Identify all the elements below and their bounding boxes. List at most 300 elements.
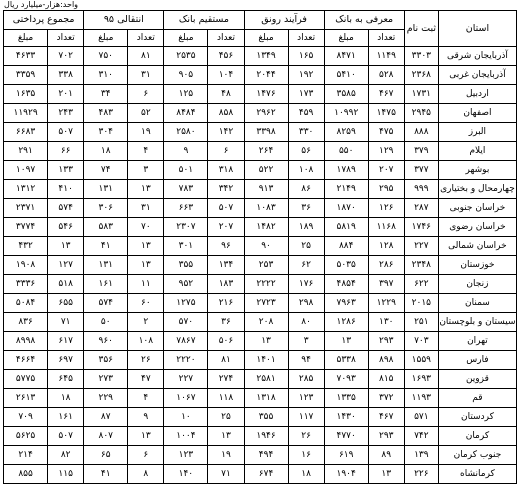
province-name: سیستان و بلوچستان — [438, 313, 516, 332]
cell-amount: ۲۶۴ — [244, 142, 288, 161]
cell-amount: ۵۴۱۰ — [324, 66, 368, 85]
cell-amount: ۴۳۲ — [4, 237, 48, 256]
cell-amount: ۹۱۳ — [244, 180, 288, 199]
cell-amount: ۸۴۷۱ — [324, 47, 368, 66]
province-name: اردبیل — [438, 85, 516, 104]
cell-count: ۹ — [128, 408, 164, 427]
cell-amount: ۱۶۳۵ — [4, 85, 48, 104]
cell-count: ۲۰۷ — [208, 218, 244, 237]
province-name: فارس — [438, 351, 516, 370]
cell-amount: ۵۸۱۹ — [324, 218, 368, 237]
cell-count: ۱۷۶ — [288, 275, 324, 294]
cell-count: ۱۳ — [208, 427, 244, 446]
table-row — [4, 66, 517, 85]
header-group-direct-bank: مستقیم بانک — [164, 11, 244, 30]
cell-amount: ۱۳۳۵ — [324, 389, 368, 408]
cell-amount: ۵۰۸۴ — [4, 294, 48, 313]
cell-amount: ۱۰ — [164, 408, 208, 427]
cell-amount: ۱۴۸۲ — [244, 218, 288, 237]
province-name: خراسان رضوی — [438, 218, 516, 237]
cell-amount: ۵۰۱ — [164, 161, 208, 180]
cell-amount: ۱۳ — [244, 332, 288, 351]
table-row — [4, 180, 517, 199]
cell-amount: ۹۰ — [244, 237, 288, 256]
registered-count: ۵۷۱ — [404, 408, 438, 427]
cell-count: ۳ — [288, 332, 324, 351]
cell-amount: ۲۵۳۵ — [164, 47, 208, 66]
subheader-amount: مبلغ — [244, 30, 288, 47]
cell-amount: ۸۵۵ — [4, 465, 48, 484]
cell-amount: ۱۴۰ — [164, 465, 208, 484]
table-row — [4, 85, 517, 104]
cell-count: ۶۹۷ — [48, 351, 84, 370]
table-row — [4, 199, 517, 218]
province-name: خراسان شمالی — [438, 237, 516, 256]
province-name: تهران — [438, 332, 516, 351]
cell-amount: ۵۷۰ — [164, 313, 208, 332]
cell-count: ۳۶ — [288, 199, 324, 218]
cell-count: ۴۱۰ — [48, 180, 84, 199]
cell-amount: ۴۷۷۰ — [324, 427, 368, 446]
cell-amount: ۲۵۳ — [244, 256, 288, 275]
cell-count: ۴۵۶ — [208, 47, 244, 66]
cell-amount: ۱۴۰۱ — [244, 351, 288, 370]
cell-amount: ۹۶۰ — [84, 332, 128, 351]
registered-count: ۱۷۴۶ — [404, 218, 438, 237]
province-name: سمنان — [438, 294, 516, 313]
table-row — [4, 408, 517, 427]
cell-amount: ۱۲۸۶ — [324, 313, 368, 332]
cell-count: ۷۱ — [48, 313, 84, 332]
cell-amount: ۴۶۶۴ — [4, 351, 48, 370]
cell-count: ۱۲۶ — [368, 199, 404, 218]
cell-count: ۲۱۶ — [208, 294, 244, 313]
cell-amount: ۳۷۷۴ — [4, 218, 48, 237]
cell-amount: ۱۹۴۶ — [244, 427, 288, 446]
cell-count: ۵۲ — [128, 104, 164, 123]
cell-amount: ۵۳۳۸ — [324, 351, 368, 370]
cell-amount: ۶۶۸۳ — [4, 123, 48, 142]
cell-amount: ۲۲۲۲ — [244, 275, 288, 294]
cell-amount: ۲۱۴ — [4, 446, 48, 465]
cell-count: ۲۰۷ — [368, 161, 404, 180]
table-row — [4, 370, 517, 389]
cell-count: ۴ — [128, 142, 164, 161]
subheader-count: تعداد — [48, 30, 84, 47]
cell-amount: ۱۹۰۴ — [324, 465, 368, 484]
table-row — [4, 161, 517, 180]
cell-amount: ۵۲۲ — [244, 161, 288, 180]
unit-label: واحد:هزار-میلیارد ریال — [4, 0, 79, 9]
cell-count: ۳۶ — [208, 313, 244, 332]
cell-amount: ۳۴ — [84, 85, 128, 104]
cell-amount: ۲۰۸ — [244, 313, 288, 332]
header-registered: ثبت نام — [404, 11, 438, 47]
cell-count: ۶۰ — [128, 294, 164, 313]
cell-amount: ۴۹۴ — [244, 446, 288, 465]
header-group-bank-referral: معرفی به بانک — [324, 11, 404, 30]
cell-amount: ۶۶۳ — [164, 199, 208, 218]
cell-count: ۸۹ — [368, 446, 404, 465]
cell-amount: ۹۰۵ — [164, 66, 208, 85]
registered-count: ۱۵۵۹ — [404, 351, 438, 370]
cell-amount: ۷۹۶۳ — [324, 294, 368, 313]
subheader-count: تعداد — [288, 30, 324, 47]
cell-count: ۱۰۸ — [288, 161, 324, 180]
cell-count: ۴۵۹ — [288, 104, 324, 123]
registered-count: ۷۴۲ — [404, 427, 438, 446]
cell-count: ۵۴۶ — [48, 218, 84, 237]
cell-count: ۸۲ — [48, 446, 84, 465]
cell-count: ۱۸۹ — [288, 218, 324, 237]
cell-amount: ۱۷۸۹ — [324, 161, 368, 180]
cell-count: ۱۱۶۸ — [368, 218, 404, 237]
cell-amount: ۲۷۲۳ — [244, 294, 288, 313]
cell-amount: ۸۴۸۴ — [164, 104, 208, 123]
registered-count: ۷۰۳ — [404, 332, 438, 351]
registered-count: ۲۲۶ — [404, 465, 438, 484]
cell-amount: ۵۶۲۵ — [4, 427, 48, 446]
province-name: قزوین — [438, 370, 516, 389]
cell-count: ۱۲۲۹ — [368, 294, 404, 313]
cell-count: ۲۹۳ — [368, 427, 404, 446]
cell-count: ۱۸ — [288, 465, 324, 484]
cell-count: ۲۹۵ — [368, 180, 404, 199]
cell-count: ۲ — [128, 313, 164, 332]
cell-count: ۹۶ — [208, 237, 244, 256]
cell-amount: ۳۵۸۵ — [324, 85, 368, 104]
cell-count: ۱۱ — [128, 275, 164, 294]
cell-count: ۵۰۷ — [208, 199, 244, 218]
cell-count: ۳۳۰ — [288, 123, 324, 142]
cell-amount: ۳۵۵ — [164, 256, 208, 275]
cell-count: ۴۷ — [128, 370, 164, 389]
cell-amount: ۱۲۷۵ — [164, 294, 208, 313]
cell-amount: ۷۴ — [84, 161, 128, 180]
subheader-amount: مبلغ — [84, 30, 128, 47]
cell-amount: ۷۰۹۳ — [324, 370, 368, 389]
cell-amount: ۹ — [164, 142, 208, 161]
cell-count: ۱۶ — [288, 446, 324, 465]
cell-amount: ۱۴۷۶ — [244, 85, 288, 104]
cell-count: ۵۱۸ — [48, 275, 84, 294]
province-name: ایلام — [438, 142, 516, 161]
cell-amount: ۸۲۵۹ — [324, 123, 368, 142]
cell-count: ۱۴۷۵ — [368, 104, 404, 123]
province-name: کرمان — [438, 427, 516, 446]
header-group-transfer-95: انتقالی ۹۵ — [84, 11, 164, 30]
cell-count: ۳۱۸ — [208, 161, 244, 180]
cell-count: ۱۳۰ — [368, 313, 404, 332]
registered-count: ۲۲۷ — [404, 237, 438, 256]
cell-count: ۷۰۲ — [48, 47, 84, 66]
cell-amount: ۲۲۷ — [164, 370, 208, 389]
cell-count: ۶ — [128, 85, 164, 104]
cell-count: ۲۰۱ — [48, 85, 84, 104]
cell-count: ۲۹۳ — [368, 332, 404, 351]
cell-count: ۶۲ — [288, 256, 324, 275]
cell-amount: ۱۶۱ — [84, 275, 128, 294]
cell-amount: ۱۳۱ — [84, 180, 128, 199]
table-row — [4, 123, 517, 142]
cell-amount: ۲۱۴۹ — [324, 180, 368, 199]
subheader-count: تعداد — [128, 30, 164, 47]
cell-count: ۱۱۷ — [288, 408, 324, 427]
cell-count: ۱۸ — [48, 389, 84, 408]
province-name: بوشهر — [438, 161, 516, 180]
cell-count: ۶۵۵ — [48, 294, 84, 313]
cell-count: ۱۱۸ — [208, 389, 244, 408]
cell-count: ۲۵ — [288, 237, 324, 256]
cell-amount: ۳۰۶ — [84, 199, 128, 218]
registered-count: ۲۸۷ — [404, 199, 438, 218]
cell-amount: ۵۰۳۵ — [324, 256, 368, 275]
cell-count: ۵۷۴ — [48, 199, 84, 218]
cell-count: ۱۳ — [48, 237, 84, 256]
cell-count: ۹۴ — [288, 351, 324, 370]
cell-count: ۱۲۹ — [368, 142, 404, 161]
cell-count: ۸۹۸ — [368, 351, 404, 370]
header-group-total-paid: مجموع پرداختی — [4, 11, 84, 30]
cell-count: ۶۴۵ — [48, 370, 84, 389]
registered-count: ۲۹۴۵ — [404, 104, 438, 123]
cell-count: ۳۱ — [128, 199, 164, 218]
cell-amount: ۶۷۴ — [244, 465, 288, 484]
registered-count: ۳۷۷ — [404, 161, 438, 180]
registered-count: ۱۱۹۳ — [404, 389, 438, 408]
cell-count: ۵۰۷ — [48, 427, 84, 446]
cell-amount: ۸۷ — [84, 408, 128, 427]
cell-count: ۲۴۳ — [48, 104, 84, 123]
cell-count: ۱۱۵ — [48, 465, 84, 484]
cell-count: ۲۸۶ — [368, 256, 404, 275]
province-name: خوزستان — [438, 256, 516, 275]
table-row — [4, 275, 517, 294]
cell-amount: ۱۰۹۹۲ — [324, 104, 368, 123]
province-name: آذربایجان شرقی — [438, 47, 516, 66]
cell-amount: ۶۱۹ — [324, 446, 368, 465]
province-name: زنجان — [438, 275, 516, 294]
cell-amount: ۲۶۱۳ — [4, 389, 48, 408]
cell-amount: ۵۷۴ — [84, 294, 128, 313]
cell-count: ۱۶۱ — [48, 408, 84, 427]
cell-count: ۸۱۵ — [368, 370, 404, 389]
cell-amount: ۱۰۶۷ — [164, 389, 208, 408]
cell-count: ۸۶ — [288, 180, 324, 199]
cell-count: ۷۱ — [208, 465, 244, 484]
cell-count: ۱۴۲ — [208, 123, 244, 142]
cell-amount: ۳۵۶ — [84, 351, 128, 370]
cell-amount: ۳۱۰ — [84, 66, 128, 85]
cell-amount: ۵۷۷۵ — [4, 370, 48, 389]
registered-count: ۲۰۱۵ — [404, 294, 438, 313]
cell-count: ۱۳ — [128, 256, 164, 275]
cell-amount: ۱۸ — [84, 142, 128, 161]
table-row — [4, 446, 517, 465]
cell-count: ۲۷۴ — [208, 370, 244, 389]
cell-amount: ۱۸۷۰ — [324, 199, 368, 218]
cell-amount: ۳۳۵۹ — [4, 66, 48, 85]
cell-count: ۵۰۶ — [208, 332, 244, 351]
cell-amount: ۴۶۳۳ — [4, 47, 48, 66]
cell-count: ۴۶۷ — [368, 408, 404, 427]
province-name: کردستان — [438, 408, 516, 427]
cell-count: ۴۷۵ — [368, 123, 404, 142]
cell-count: ۱۳ — [128, 427, 164, 446]
cell-count: ۴۶۷ — [368, 85, 404, 104]
cell-count: ۱۰۸ — [128, 332, 164, 351]
subheader-amount: مبلغ — [324, 30, 368, 47]
cell-amount: ۴۸۳ — [84, 104, 128, 123]
cell-amount: ۷۸۳ — [164, 180, 208, 199]
cell-count: ۳۳۸ — [48, 66, 84, 85]
cell-amount: ۳۰۱ — [164, 237, 208, 256]
registered-count: ۹۹۹ — [404, 180, 438, 199]
cell-amount: ۱۳۱۲ — [4, 180, 48, 199]
cell-amount: ۵۵۰ — [324, 142, 368, 161]
cell-amount: ۵۸۳ — [84, 218, 128, 237]
cell-amount: ۱۰۰۴ — [164, 427, 208, 446]
cell-count: ۱۶۵ — [288, 47, 324, 66]
province-name: قم — [438, 389, 516, 408]
cell-amount: ۲۵۸۱ — [244, 370, 288, 389]
cell-amount: ۲۲۹ — [84, 389, 128, 408]
table-row — [4, 465, 517, 484]
table-row — [4, 294, 517, 313]
cell-count: ۱۳۳ — [48, 161, 84, 180]
cell-amount: ۲۲۲۰ — [164, 351, 208, 370]
table-row — [4, 104, 517, 123]
registered-count: ۳۷۹ — [404, 142, 438, 161]
registered-count: ۸۸۸ — [404, 123, 438, 142]
cell-amount: ۱۹۰۸ — [4, 256, 48, 275]
cell-count: ۵۰۷ — [48, 123, 84, 142]
cell-count: ۳۱ — [128, 66, 164, 85]
subheader-count: تعداد — [368, 30, 404, 47]
header-province: استان — [438, 11, 516, 47]
cell-count: ۸۵۸ — [208, 104, 244, 123]
cell-amount: ۷۵۰ — [84, 47, 128, 66]
cell-amount: ۹۵۲ — [164, 275, 208, 294]
cell-count: ۸۱ — [208, 351, 244, 370]
cell-count: ۱۳۴ — [208, 256, 244, 275]
cell-amount: ۱۳۱ — [84, 256, 128, 275]
cell-count: ۴ — [128, 389, 164, 408]
cell-count: ۱۲۸ — [368, 237, 404, 256]
province-name: آذربایجان غربی — [438, 66, 516, 85]
province-name: جنوب کرمان — [438, 446, 516, 465]
cell-count: ۱۹ — [208, 446, 244, 465]
registered-count: ۱۷۳۱ — [404, 85, 438, 104]
subheader-count: تعداد — [208, 30, 244, 47]
subheader-amount: مبلغ — [4, 30, 48, 47]
table-row — [4, 389, 517, 408]
cell-amount: ۱۳ — [324, 332, 368, 351]
registered-count: ۲۳۶۸ — [404, 66, 438, 85]
province-name: البرز — [438, 123, 516, 142]
table-row — [4, 218, 517, 237]
cell-amount: ۱۲۵ — [164, 85, 208, 104]
cell-amount: ۲۳۰۷ — [164, 218, 208, 237]
table-row — [4, 313, 517, 332]
registered-count: ۱۳۹ — [404, 446, 438, 465]
cell-count: ۴۸ — [208, 85, 244, 104]
cell-count: ۲۶ — [128, 351, 164, 370]
cell-amount: ۸۸۴ — [324, 237, 368, 256]
cell-count: ۲۸۵ — [288, 370, 324, 389]
registered-count: ۲۵۱ — [404, 313, 438, 332]
cell-count: ۶ — [128, 446, 164, 465]
cell-count: ۸ — [128, 465, 164, 484]
table-row — [4, 427, 517, 446]
cell-amount: ۶۵ — [84, 446, 128, 465]
header-group-rونق-process: فرآیند رونق — [244, 11, 324, 30]
province-name: اصفهان — [438, 104, 516, 123]
cell-amount: ۲۰۴۴ — [244, 66, 288, 85]
cell-amount: ۸۹۹۸ — [4, 332, 48, 351]
province-name: خراسان جنوبی — [438, 199, 516, 218]
cell-count: ۳۴۲ — [208, 180, 244, 199]
cell-amount: ۷۸۶۷ — [164, 332, 208, 351]
cell-amount: ۲۵۸۰ — [164, 123, 208, 142]
table-row — [4, 332, 517, 351]
cell-count: ۱۳ — [128, 180, 164, 199]
cell-count: ۶ — [208, 142, 244, 161]
cell-amount: ۳۵۵ — [244, 408, 288, 427]
cell-amount: ۵۰ — [84, 313, 128, 332]
cell-amount: ۸۳۶ — [4, 313, 48, 332]
cell-count: ۷۰ — [128, 218, 164, 237]
cell-amount: ۷۰۹ — [4, 408, 48, 427]
cell-amount: ۲۷۳ — [84, 370, 128, 389]
cell-count: ۱۳ — [368, 465, 404, 484]
table-row — [4, 351, 517, 370]
cell-amount: ۳۳۹۸ — [244, 123, 288, 142]
cell-count: ۳ — [128, 161, 164, 180]
cell-count: ۱۰۴ — [208, 66, 244, 85]
cell-count: ۱۲۷ — [48, 256, 84, 275]
table-row — [4, 47, 517, 66]
table-body — [4, 47, 517, 484]
cell-amount: ۱۲۳ — [164, 446, 208, 465]
cell-count: ۱۸۳ — [208, 275, 244, 294]
cell-count: ۱۱۴۹ — [368, 47, 404, 66]
cell-amount: ۴۸۵۴ — [324, 275, 368, 294]
province-name: چهارمحال و بختیاری — [438, 180, 516, 199]
table-row — [4, 237, 517, 256]
cell-count: ۱۷۳ — [288, 85, 324, 104]
cell-count: ۳۹۷ — [368, 275, 404, 294]
table-row — [4, 142, 517, 161]
cell-count: ۸۰ — [288, 313, 324, 332]
cell-amount: ۲۹۶۲ — [244, 104, 288, 123]
cell-count: ۶۶ — [48, 142, 84, 161]
cell-count: ۵۶ — [288, 142, 324, 161]
cell-count: ۲۹۸ — [288, 294, 324, 313]
cell-amount: ۳۳۳۶ — [4, 275, 48, 294]
cell-amount: ۱۳۱۸ — [244, 389, 288, 408]
cell-amount: ۴۱ — [84, 237, 128, 256]
cell-count: ۲۵ — [208, 408, 244, 427]
cell-count: ۳۷۲ — [368, 389, 404, 408]
cell-amount: ۲۳۷۱ — [4, 199, 48, 218]
cell-amount: ۳۰۴ — [84, 123, 128, 142]
cell-count: ۶۱۷ — [48, 332, 84, 351]
registered-count: ۶۲۲ — [404, 275, 438, 294]
cell-amount: ۱۰۹۷ — [4, 161, 48, 180]
payments-table — [3, 10, 517, 484]
registered-count: ۱۶۹۳ — [404, 370, 438, 389]
